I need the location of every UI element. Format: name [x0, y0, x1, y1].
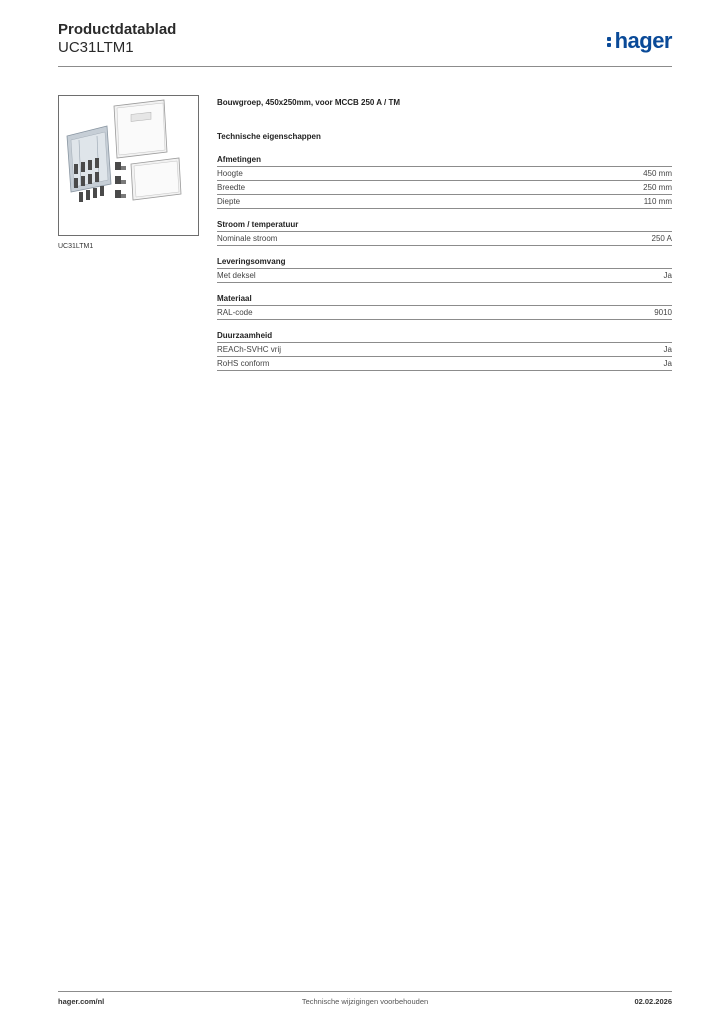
property-row [217, 343, 672, 357]
property-label: RAL-code [217, 308, 253, 317]
property-value: 450 mm [643, 169, 672, 178]
product-description: Bouwgroep, 450x250mm, voor MCCB 250 A / TM [217, 98, 401, 107]
property-label: Nominale stroom [217, 234, 278, 243]
footer-website-link[interactable]: hager.com/nl [58, 997, 105, 1006]
page-header [58, 20, 672, 57]
property-value: 250 mm [643, 183, 672, 192]
property-value: Ja [663, 345, 672, 354]
property-row [217, 357, 672, 371]
property-group [217, 219, 672, 246]
product-code: UC31LTM1 [58, 39, 134, 56]
group-title: Afmetingen [217, 154, 672, 167]
product-image [58, 95, 199, 236]
property-group [217, 256, 672, 283]
property-row [217, 195, 672, 209]
footer-divider [58, 991, 672, 992]
property-label: RoHS conform [217, 359, 270, 368]
property-label: REACh-SVHC vrij [217, 345, 282, 354]
product-details [217, 97, 672, 381]
group-title: Duurzaamheid [217, 330, 672, 343]
hager-logo: hager [607, 28, 672, 54]
group-title: Leveringsomvang [217, 256, 672, 269]
footer-date: 02.02.2026 [634, 997, 672, 1006]
property-group [217, 330, 672, 371]
property-value: 110 mm [643, 197, 672, 206]
property-label: Diepte [217, 197, 241, 206]
property-row [217, 181, 672, 195]
image-caption: UC31LTM1 [58, 243, 94, 250]
document-title: Productdatablad [58, 21, 177, 38]
group-title: Stroom / temperatuur [217, 219, 672, 232]
property-label: Met deksel [217, 271, 256, 280]
property-value: 9010 [654, 308, 672, 317]
property-group [217, 293, 672, 320]
properties-heading: Technische eigenschappen [217, 132, 321, 141]
property-label: Hoogte [217, 169, 243, 178]
property-value: Ja [663, 359, 672, 368]
property-row [217, 232, 672, 246]
product-illustration [59, 96, 198, 235]
property-row [217, 167, 672, 181]
property-groups [217, 154, 672, 371]
property-value: Ja [663, 271, 672, 280]
property-label: Breedte [217, 183, 246, 192]
property-value: 250 A [651, 234, 672, 243]
property-row [217, 306, 672, 320]
group-title: Materiaal [217, 293, 672, 306]
logo-dots-icon [607, 35, 613, 49]
header-divider [58, 66, 672, 67]
footer-notice: Technische wijzigingen voorbehouden [301, 997, 429, 1006]
property-row [217, 269, 672, 283]
property-group [217, 154, 672, 209]
